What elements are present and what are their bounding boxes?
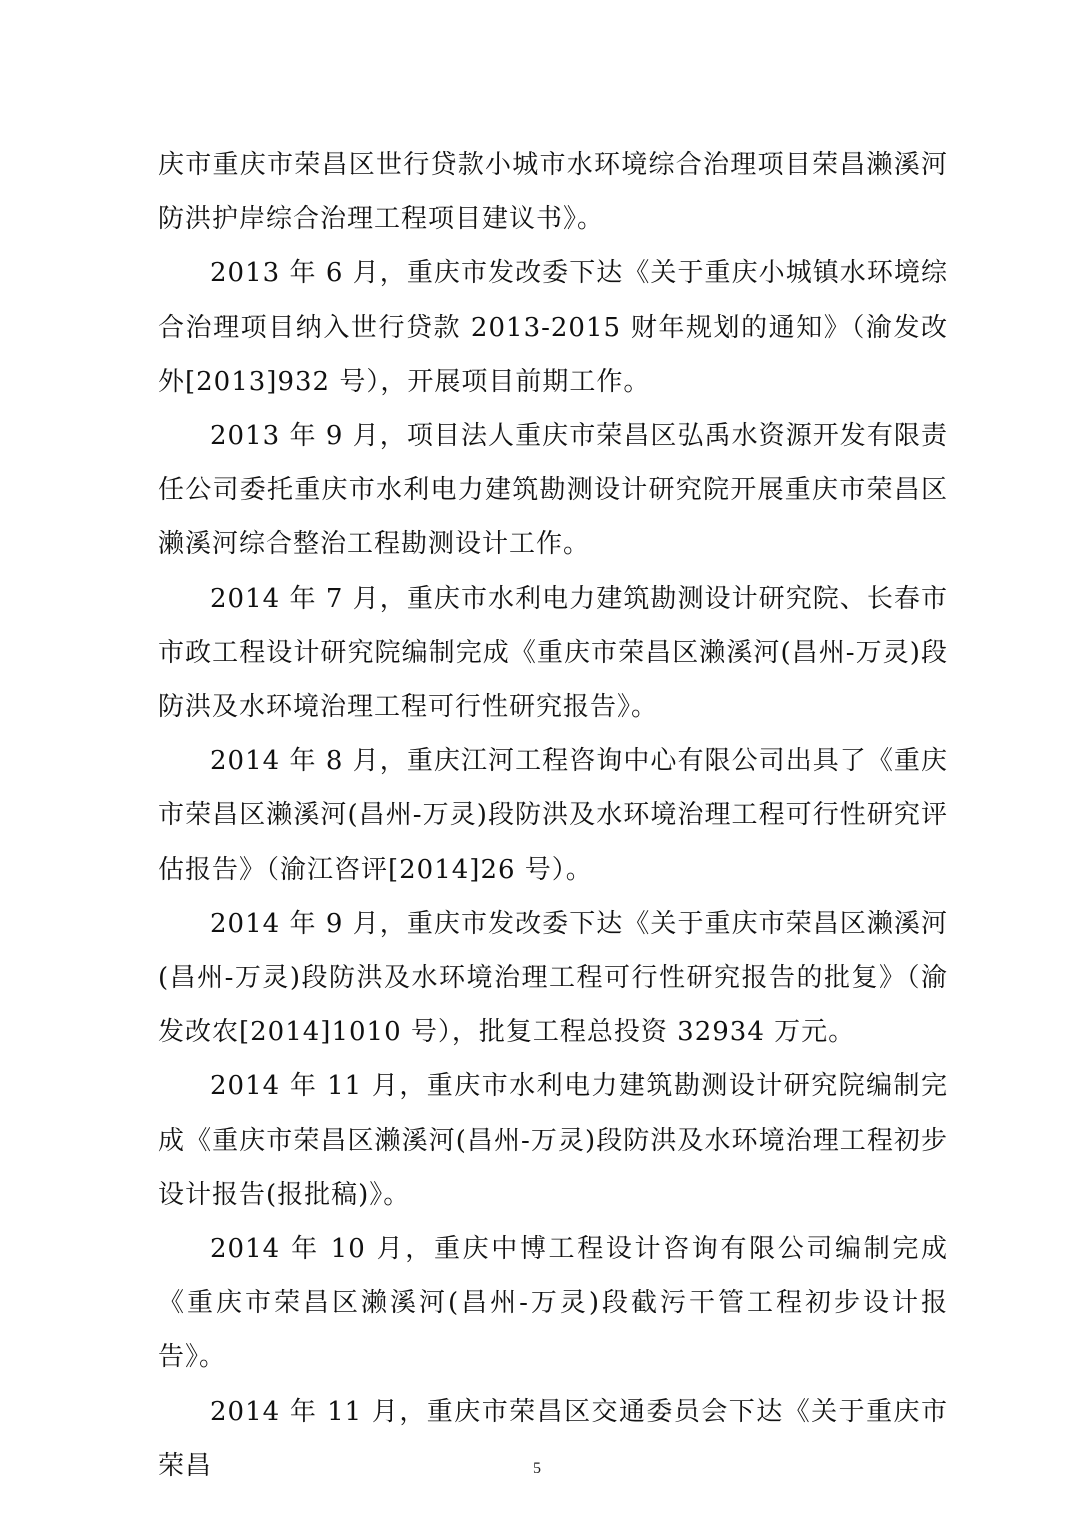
body-text (158, 138, 948, 1493)
paragraph-2013-09: 2013 年 9 月，项目法人重庆市荣昌区弘禹水资源开发有限责任公司委托重庆市水利电力建筑勘测设计研究院开展重庆市荣昌区濑溪河综合整治工程勘测设计工作。 (158, 421, 948, 560)
paragraph-2014-11-design: 2014 年 11 月，重庆市水利电力建筑勘测设计研究院编制完成《重庆市荣昌区濑溪河(昌州-万灵)段防洪及水环境治理工程初步设计报告(报批稿)》。 (158, 1071, 948, 1210)
paragraph-2014-11-traffic: 2014 年 11 月，重庆市荣昌区交通委员会下达《关于重庆市荣昌 (158, 1396, 948, 1481)
paragraph-2014-07: 2014 年 7 月，重庆市水利电力建筑勘测设计研究院、长春市市政工程设计研究院编制完成《重庆市荣昌区濑溪河(昌州-万灵)段防洪及水环境治理工程可行性研究报告》。 (158, 583, 948, 723)
paragraph-2013-06: 2013 年 6 月，重庆市发改委下达《关于重庆小城镇水环境综合治理项目纳入世行贷款 2013-2015 财年规划的通知》（渝发改外[2013]932 号），开展项目前期工作。 (158, 258, 948, 397)
paragraph-2014-08: 2014 年 8 月，重庆江河工程咨询中心有限公司出具了《重庆市荣昌区濑溪河(昌州-万灵)段防洪及水环境治理工程可行性研究评估报告》（渝江咨评[2014]26 号）。 (158, 746, 948, 885)
paragraph-2014-10: 2014 年 10 月，重庆中博工程设计咨询有限公司编制完成《重庆市荣昌区濑溪河(昌州-万灵)段截污干管工程初步设计报告》。 (158, 1234, 948, 1373)
paragraph-2014-09: 2014 年 9 月，重庆市发改委下达《关于重庆市荣昌区濑溪河(昌州-万灵)段防洪及水环境治理工程可行性研究报告的批复》（渝发改农[2014]1010 号），批复工程总投资 32934 万元。 (158, 908, 948, 1048)
page-number: 5 (533, 1460, 541, 1477)
paragraph-continuation: 庆市重庆市荣昌区世行贷款小城市水环境综合治理项目荣昌濑溪河防洪护岸综合治理工程项目建议书》。 (158, 150, 948, 235)
